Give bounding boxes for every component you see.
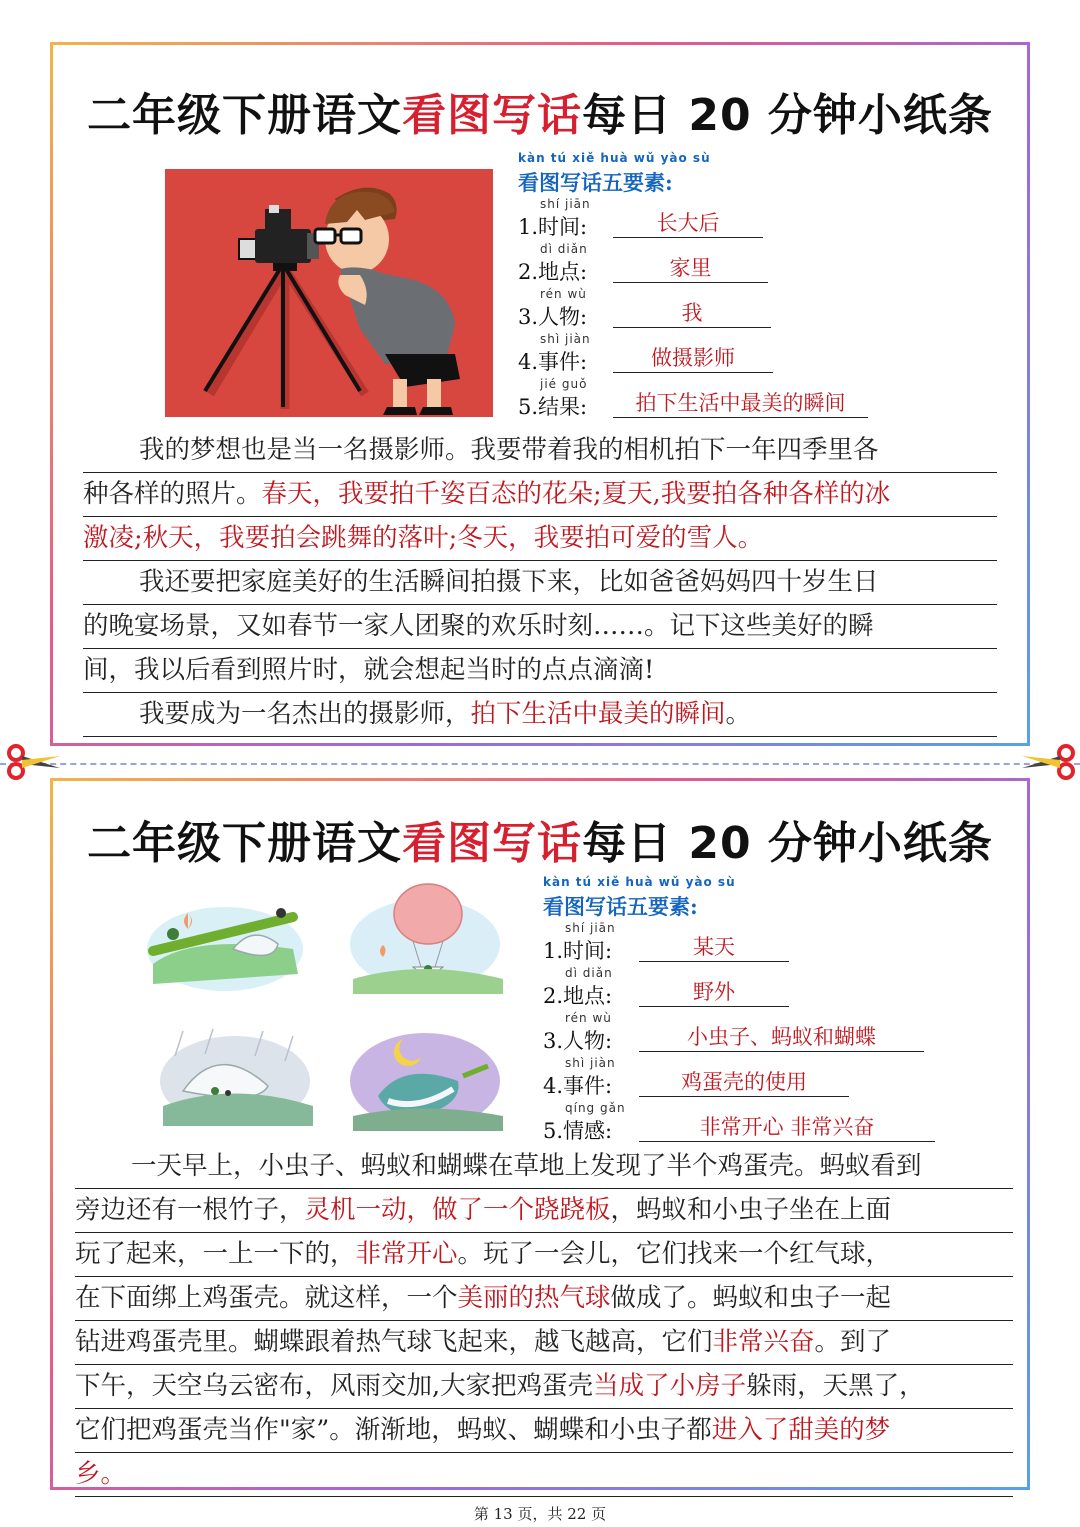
- row-label: 5.结果:: [518, 395, 588, 419]
- page-footer: 第 13 页，共 22 页: [473, 1505, 607, 1523]
- heading-pinyin: kàn tú xiě huà wǔ yào sù: [543, 875, 736, 889]
- title-part: 每日 20 分钟小纸条: [582, 818, 993, 869]
- row-label: 4.事件:: [543, 1074, 613, 1098]
- essay-line: [75, 1233, 1013, 1277]
- element-row-place: [543, 966, 983, 1011]
- element-row-place: [518, 242, 938, 287]
- highlighted-phrase: 灵机一动，做了一个跷跷板: [304, 1195, 611, 1225]
- row-pinyin: shì jiàn: [540, 332, 591, 346]
- essay-text: 。到了: [814, 1327, 892, 1357]
- scissors-icon: [6, 744, 62, 780]
- essay-line: [83, 561, 997, 605]
- scene-seesaw-image: [143, 879, 308, 994]
- essay-text: 做成了。蚂蚁和虫子一起: [610, 1283, 892, 1313]
- element-row-event: [543, 1056, 983, 1101]
- row-answer: 某天: [639, 933, 789, 962]
- element-row-character: [518, 287, 938, 332]
- essay-text: 的晚宴场景，又如春节一家人团聚的欢乐时刻……。记下这些美好的瞬: [83, 611, 874, 641]
- essay-line: [83, 693, 997, 737]
- card-title: [53, 79, 1027, 143]
- elements-heading-block: [518, 151, 938, 197]
- row-pinyin: jié guǒ: [540, 377, 588, 391]
- five-elements-panel: [518, 151, 938, 422]
- essay-line: [83, 473, 997, 517]
- row-answer: 拍下生活中最美的瞬间: [613, 389, 868, 418]
- essay-line: [83, 517, 997, 561]
- scissors-icon: [1020, 744, 1076, 780]
- highlighted-phrase: 拍下生活中最美的瞬间: [470, 699, 726, 729]
- row-pinyin: qíng gǎn: [565, 1101, 626, 1115]
- essay-text: 。: [725, 699, 752, 729]
- element-row-time: [543, 921, 983, 966]
- scene-rain-image: [153, 1021, 318, 1136]
- highlighted-phrase: 当成了小房子: [593, 1371, 747, 1401]
- essay-line: [75, 1189, 1013, 1233]
- row-answer: 家里: [613, 254, 768, 283]
- essay-text: 我要成为一名杰出的摄影师，: [139, 699, 471, 729]
- row-pinyin: rén wù: [540, 287, 587, 301]
- element-row-event: [518, 332, 938, 377]
- essay-text: ，蚂蚁和小虫子坐在上面: [610, 1195, 892, 1225]
- title-part: 每日 20 分钟小纸条: [582, 90, 993, 141]
- row-pinyin: dì diǎn: [540, 242, 588, 256]
- essay-line: [75, 1365, 1013, 1409]
- essay-line: [75, 1409, 1013, 1453]
- element-row-emotion: [543, 1101, 983, 1146]
- elements-heading-block: [543, 875, 983, 921]
- essay-text: 种各样的照片。: [83, 479, 262, 509]
- row-answer: 鸡蛋壳的使用: [639, 1068, 849, 1097]
- worksheet-card-2: [50, 778, 1030, 1490]
- row-pinyin: shí jiān: [565, 921, 616, 935]
- highlighted-phrase: 美丽的热气球: [457, 1283, 611, 1313]
- row-pinyin: rén wù: [565, 1011, 612, 1025]
- essay-line: [83, 605, 997, 649]
- highlighted-phrase: 乡。: [75, 1459, 127, 1489]
- photographer-illustration: [165, 169, 493, 417]
- essay-text: 它们把鸡蛋壳当作"家”。渐渐地，蚂蚁、蝴蝶和小虫子都: [75, 1415, 712, 1445]
- elements-heading: 看图写话五要素:: [543, 894, 698, 919]
- essay-line: [75, 1321, 1013, 1365]
- row-label: 2.地点:: [543, 984, 613, 1008]
- row-label: 1.时间:: [543, 939, 613, 963]
- essay-line: [75, 1277, 1013, 1321]
- row-answer: 做摄影师: [613, 344, 773, 373]
- row-label: 2.地点:: [518, 260, 588, 284]
- essay-line: [83, 429, 997, 473]
- essay-line: [83, 649, 997, 693]
- scene-balloon-image: [343, 879, 508, 994]
- row-answer: 野外: [639, 978, 789, 1007]
- title-highlight: 看图写话: [402, 818, 583, 869]
- essay-text: 我的梦想也是当一名摄影师。我要带着我的相机拍下一年四季里各: [139, 435, 879, 465]
- title-part: 二年级下册语文: [87, 818, 403, 869]
- highlighted-phrase: 非常开心: [355, 1239, 458, 1269]
- essay-text: 一天早上，小虫子、蚂蚁和蝴蝶在草地上发现了半个鸡蛋壳。蚂蚁看到: [131, 1151, 922, 1181]
- row-pinyin: dì diǎn: [565, 966, 613, 980]
- element-row-character: [543, 1011, 983, 1056]
- row-answer: 小虫子、蚂蚁和蝴蝶: [639, 1023, 924, 1052]
- essay-text: 躲雨，天黑了，: [746, 1371, 925, 1401]
- highlighted-phrase: 进入了甜美的梦: [711, 1415, 891, 1445]
- essay-line: [75, 1145, 1013, 1189]
- element-row-time: [518, 197, 938, 242]
- card-title: [53, 807, 1027, 871]
- essay-text: 钻进鸡蛋壳里。蝴蝶跟着热气球飞起来，越飞越高，它们: [75, 1327, 713, 1357]
- row-label: 1.时间:: [518, 215, 588, 239]
- scene-night-image: [343, 1021, 508, 1136]
- cut-line: [0, 763, 1080, 765]
- row-answer: 非常开心 非常兴奋: [639, 1113, 935, 1142]
- highlighted-phrase: 非常兴奋: [712, 1327, 815, 1357]
- row-label: 5.情感:: [543, 1119, 613, 1143]
- essay-text: 。玩了一会儿，它们找来一个红气球，: [457, 1239, 892, 1269]
- row-answer: 我: [613, 299, 771, 328]
- essay-text: 下午，天空乌云密布，风雨交加,大家把鸡蛋壳: [75, 1371, 594, 1401]
- row-label: 3.人物:: [518, 305, 588, 329]
- essay-line: [75, 1453, 1013, 1497]
- essay-body: [83, 429, 997, 737]
- elements-heading: 看图写话五要素:: [518, 170, 673, 195]
- row-pinyin: shí jiān: [540, 197, 591, 211]
- worksheet-card-1: [50, 42, 1030, 746]
- essay-text: 间，我以后看到照片时，就会想起当时的点点滴滴!: [83, 655, 655, 685]
- row-pinyin: shì jiàn: [565, 1056, 616, 1070]
- element-row-result: [518, 377, 938, 422]
- title-highlight: 看图写话: [402, 90, 583, 141]
- title-part: 二年级下册语文: [87, 90, 403, 141]
- essay-text: 我还要把家庭美好的生活瞬间拍摄下来，比如爸爸妈妈四十岁生日: [139, 567, 879, 597]
- highlighted-phrase: 春天，我要拍千姿百态的花朵;夏天,我要拍各种各样的冰: [261, 479, 891, 509]
- five-elements-panel: [543, 875, 983, 1146]
- essay-text: 旁边还有一根竹子，: [75, 1195, 305, 1225]
- row-answer: 长大后: [613, 209, 763, 238]
- essay-text: 玩了起来，一上一下的，: [75, 1239, 356, 1269]
- highlighted-phrase: 激凌;秋天，我要拍会跳舞的落叶;冬天，我要拍可爱的雪人。: [83, 523, 764, 553]
- row-label: 4.事件:: [518, 350, 588, 374]
- heading-pinyin: kàn tú xiě huà wǔ yào sù: [518, 151, 711, 165]
- essay-body: [75, 1145, 1013, 1497]
- row-label: 3.人物:: [543, 1029, 613, 1053]
- essay-text: 在下面绑上鸡蛋壳。就这样，一个: [75, 1283, 458, 1313]
